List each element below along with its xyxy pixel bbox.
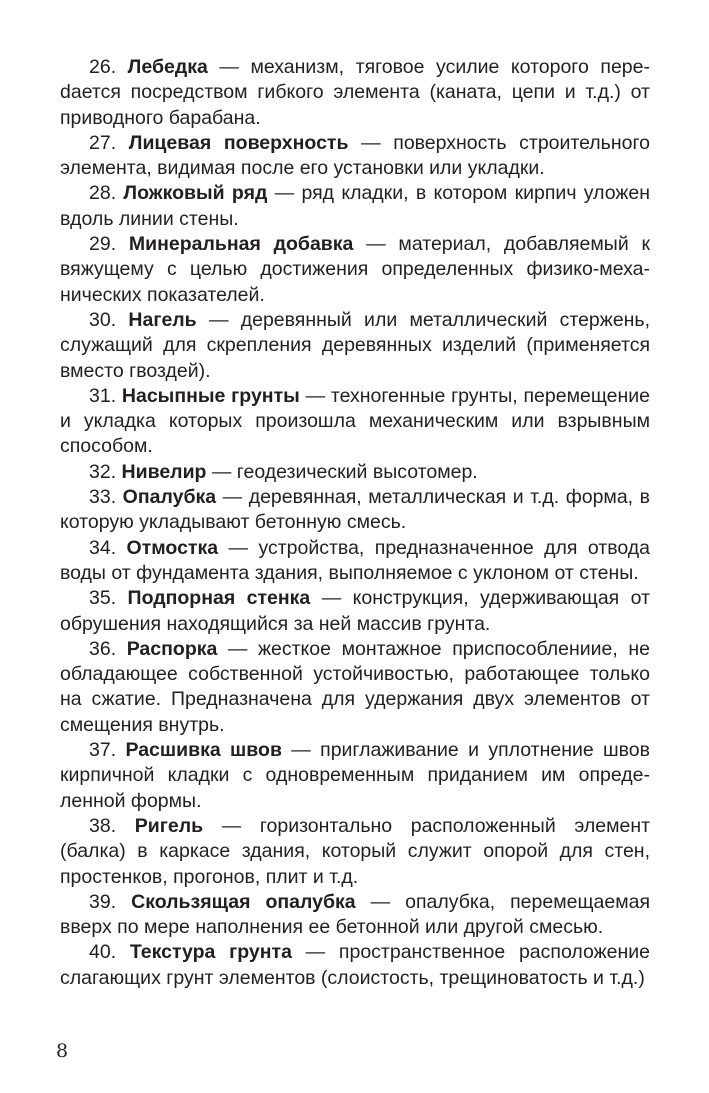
entry-definition: — опалубка, перемещаемая вверх по мере наполнения ее бетонной или другой смесью. bbox=[60, 890, 651, 939]
glossary-entry-30 bbox=[60, 308, 650, 384]
entry-number: 26. bbox=[89, 56, 117, 78]
entry-definition: — пространственное расположение слагающих грунт элементов (слоистость, трещиноватость и т.д.) bbox=[60, 941, 650, 989]
entry-number: 32. bbox=[89, 460, 117, 483]
entry-definition: — устройства, предназначенное для отвода воды от фундамента здания, выполняемое с уклоном от стены. bbox=[60, 536, 651, 584]
entry-definition: — приглаживание и уплотнение швов кирпичной кладки с одновременным приданием им определенной формы. bbox=[60, 739, 651, 812]
glossary-entry-33 bbox=[60, 485, 650, 536]
entry-term: Лебедка bbox=[127, 56, 208, 78]
entry-definition: — деревянная, металлическая и т.д. форма, в которую укладывают бетонную смесь. bbox=[60, 486, 651, 534]
entry-term: Лицевая поверхность bbox=[128, 131, 349, 154]
glossary-entry-27 bbox=[60, 131, 650, 182]
entry-number: 28. bbox=[89, 182, 117, 205]
entry-number: 37. bbox=[89, 739, 117, 762]
entry-definition: — техногенные грунты, перемещение и укладка которых произошла механическим или взрывным способом. bbox=[60, 384, 651, 458]
entry-term: Подпорная стенка bbox=[127, 587, 311, 610]
glossary-entry-36 bbox=[60, 637, 650, 738]
entry-number: 40. bbox=[89, 941, 117, 964]
entry-number: 30. bbox=[89, 308, 117, 331]
glossary-entry-29 bbox=[60, 232, 650, 308]
entry-term: Минеральная добавка bbox=[128, 233, 354, 256]
glossary-page bbox=[60, 55, 650, 991]
entry-definition: — ряд кладки, в котором кирпич уложен вдоль линии стены. bbox=[60, 182, 650, 230]
entry-term: Расшивка швов bbox=[125, 739, 282, 762]
entry-definition: — поверхность строительного элемента, видимая после его установки или укладки. bbox=[60, 131, 650, 180]
glossary-entry-32 bbox=[60, 460, 650, 485]
entry-term: Ложковый ряд bbox=[123, 182, 268, 205]
entry-definition: — жесткое монтажное приспособлениие, не обладающее собственной устойчивостью, работающее только на сжатие. Предназначена для удержания двух элементов от смещения внутрь. bbox=[60, 637, 650, 736]
entry-term: Текстура грунта bbox=[129, 941, 292, 964]
entry-definition: — деревянный или металлический стержень, служащий для скрепления деревянных изделий (применяется вместо гвоздей). bbox=[60, 308, 651, 382]
entry-term: Нагель bbox=[128, 308, 197, 331]
entry-number: 31. bbox=[89, 384, 117, 407]
entry-definition: — механизм, тяговое усилие которого переdается посредством гибкого элемента (каната, цепи и т.д.) от приводного барабана. bbox=[60, 56, 650, 129]
entry-number: 33. bbox=[89, 486, 117, 509]
glossary-entry-39 bbox=[60, 890, 650, 941]
entry-definition: — конструкция, удерживающая от обрушения находящийся за ней массив грунта. bbox=[60, 587, 650, 635]
entry-term: Насыпные грунты bbox=[121, 384, 300, 407]
page-number: 8 bbox=[56, 1040, 69, 1062]
entry-number: 34. bbox=[89, 536, 117, 559]
entry-definition: — материал, добавляемый к вяжущему с целью достижения определенных физико-механических показателей. bbox=[60, 233, 651, 306]
entry-number: 35. bbox=[89, 587, 117, 610]
entry-number: 39. bbox=[89, 890, 117, 913]
glossary-entry-28 bbox=[60, 181, 650, 232]
entry-term: Нивелир bbox=[121, 460, 207, 483]
entry-number: 36. bbox=[89, 637, 117, 660]
glossary-entry-26 bbox=[60, 55, 650, 131]
glossary-entry-40 bbox=[60, 940, 650, 991]
entry-number: 38. bbox=[89, 814, 117, 837]
glossary-entry-37 bbox=[60, 738, 650, 814]
entry-definition: — геодезический высотомер. bbox=[211, 460, 478, 483]
glossary-entry-31 bbox=[60, 384, 650, 460]
entry-definition: — горизонтально расположенный элемент (балка) в каркасе здания, который служит опорой для стен, простенков, прогонов, плит и т.д. bbox=[60, 814, 651, 888]
entry-term: Ригель bbox=[134, 814, 204, 837]
entry-term: Опалубка bbox=[122, 486, 217, 509]
entry-number: 27. bbox=[89, 131, 117, 154]
glossary-entry-38 bbox=[60, 814, 650, 890]
entry-term: Отмостка bbox=[126, 536, 219, 559]
glossary-entry-34 bbox=[60, 536, 650, 587]
glossary-entry-35 bbox=[60, 586, 650, 637]
entry-number: 29. bbox=[89, 233, 117, 256]
entry-term: Распорка bbox=[126, 637, 218, 660]
entry-term: Скользящая опалубка bbox=[131, 890, 356, 913]
